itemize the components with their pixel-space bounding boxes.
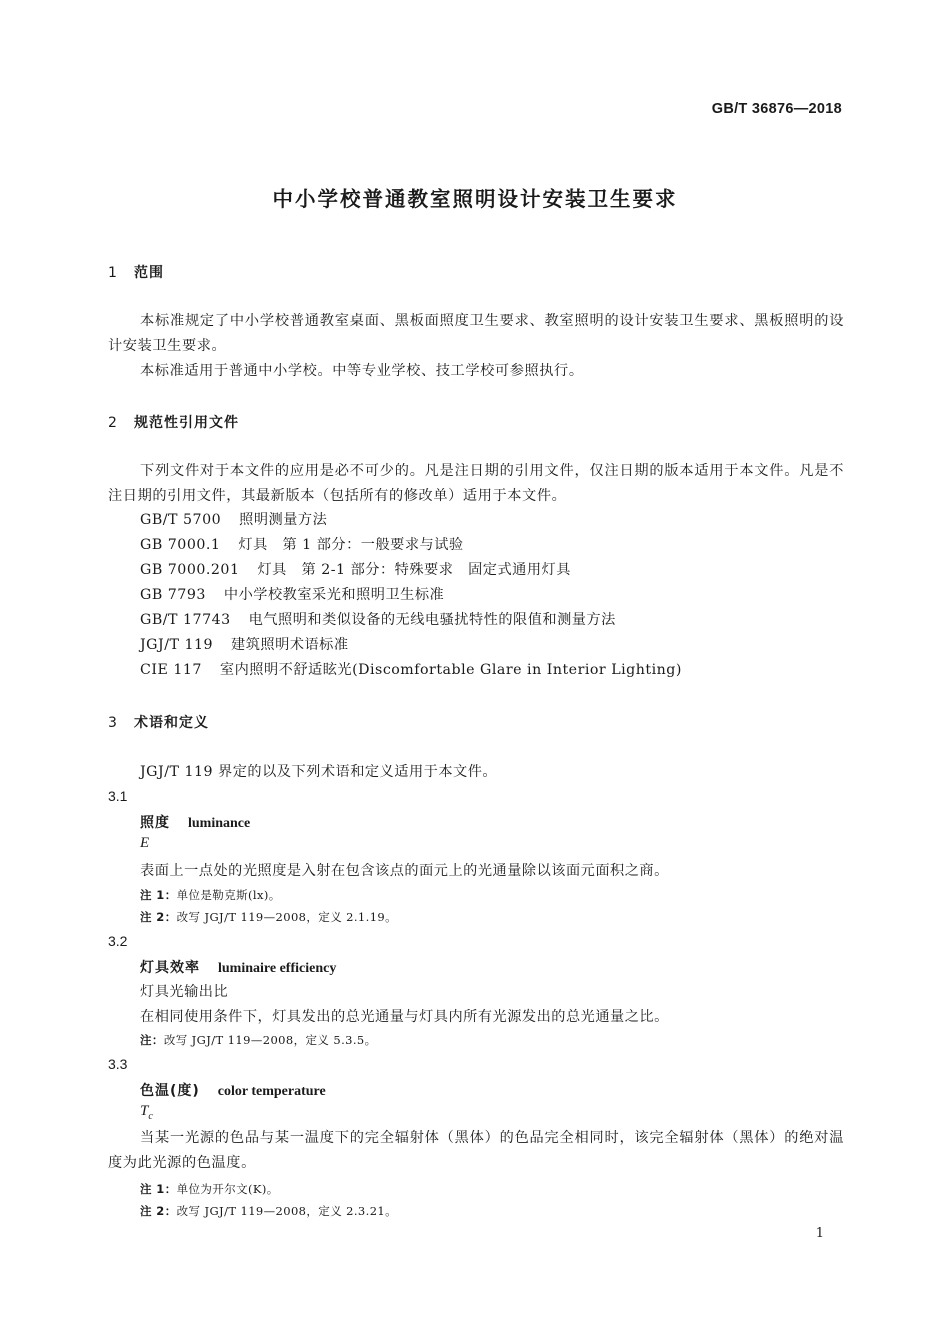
reference-item xyxy=(140,609,616,629)
note-label: 注： xyxy=(140,1033,164,1047)
reference-code: JGJ/T 119 xyxy=(140,637,214,653)
section-title: 规范性引用文件 xyxy=(134,415,239,431)
term-english: color temperature xyxy=(217,1084,326,1099)
symbol-main: T xyxy=(140,1103,149,1119)
section-1-heading xyxy=(108,262,164,282)
reference-item xyxy=(140,634,349,654)
scope-paragraph-1: 本标准规定了中小学校普通教室桌面、黑板面照度卫生要求、教室照明的设计安装卫生要求、黑板照明的设计安装卫生要求。 xyxy=(108,313,844,354)
term-number: 3.1 xyxy=(108,788,128,804)
note-label: 注 1： xyxy=(140,1182,177,1196)
note-label: 注 2： xyxy=(140,910,177,924)
term-chinese: 灯具效率 xyxy=(140,960,200,976)
reference-item xyxy=(140,559,571,579)
reference-code: GB/T 17743 xyxy=(140,612,231,628)
term-chinese: 色温(度) xyxy=(140,1083,200,1099)
term-chinese: 照度 xyxy=(140,815,170,831)
term-note xyxy=(140,1032,377,1048)
reference-title: 照明测量方法 xyxy=(239,512,328,528)
note-text: 改写 JGJ/T 119—2008，定义 5.3.5。 xyxy=(163,1033,377,1047)
term-symbol xyxy=(140,1103,153,1122)
note-text: 单位为开尔文(K)。 xyxy=(176,1182,279,1196)
page-number: 1 xyxy=(815,1226,824,1241)
note-label: 注 2： xyxy=(140,1204,177,1218)
term-definition: 当某一光源的色品与某一温度下的完全辐射体（黑体）的色品完全相同时，该完全辐射体（黑体）的绝对温度为此光源的色温度。 xyxy=(108,1130,844,1171)
document-title: 中小学校普通教室照明设计安装卫生要求 xyxy=(272,187,678,211)
term-definition: 表面上一点处的光照度是入射在包含该点的面元上的光通量除以该面元面积之商。 xyxy=(140,863,669,879)
note-label: 注 1： xyxy=(140,888,177,902)
section-number: 2 xyxy=(108,415,118,431)
reference-title: 电气照明和类似设备的无线电骚扰特性的限值和测量方法 xyxy=(248,612,616,628)
term-heading xyxy=(140,957,336,977)
section-number: 1 xyxy=(108,265,118,281)
term-heading xyxy=(140,812,250,832)
term-english: luminaire efficiency xyxy=(218,961,337,976)
reference-title: 灯具 第 2-1 部分：特殊要求 固定式通用灯具 xyxy=(257,562,571,578)
reference-item xyxy=(140,534,464,554)
reference-item xyxy=(140,584,444,604)
term-heading xyxy=(140,1080,326,1100)
term-synonym: 灯具光输出比 xyxy=(140,984,229,1000)
reference-code: CIE 117 xyxy=(140,662,202,678)
term-english: luminance xyxy=(188,816,251,831)
note-text: 改写 JGJ/T 119—2008，定义 2.3.21。 xyxy=(176,1204,398,1218)
normative-intro: 下列文件对于本文件的应用是必不可少的。凡是注日期的引用文件，仅注日期的版本适用于本文件。凡是不注日期的引用文件，其最新版本（包括所有的修改单）适用于本文件。 xyxy=(108,463,844,504)
term-note xyxy=(140,887,281,903)
section-2-heading xyxy=(108,412,239,432)
section-3-heading xyxy=(108,712,209,732)
note-text: 改写 JGJ/T 119—2008，定义 2.1.19。 xyxy=(176,910,398,924)
term-definition: 在相同使用条件下，灯具发出的总光通量与灯具内所有光源发出的总光通量之比。 xyxy=(140,1009,669,1025)
term-number: 3.3 xyxy=(108,1056,128,1072)
terms-intro: JGJ/T 119 界定的以及下列术语和定义适用于本文件。 xyxy=(140,764,498,780)
term-note xyxy=(140,909,397,925)
reference-code: GB 7000.1 xyxy=(140,537,221,553)
symbol-subscript: c xyxy=(148,1111,153,1122)
reference-title: 灯具 第 1 部分：一般要求与试验 xyxy=(238,537,464,553)
section-number: 3 xyxy=(108,715,118,731)
reference-title: 建筑照明术语标准 xyxy=(231,637,349,653)
standard-number: GB/T 36876—2018 xyxy=(711,101,842,117)
term-note xyxy=(140,1203,397,1219)
reference-item xyxy=(140,659,682,679)
reference-code: GB 7793 xyxy=(140,587,206,603)
reference-item xyxy=(140,509,327,529)
reference-title: 室内照明不舒适眩光(Discomfortable Glare in Interior Lighting) xyxy=(219,662,682,678)
reference-code: GB/T 5700 xyxy=(140,512,222,528)
note-text: 单位是勒克斯(lx)。 xyxy=(176,888,281,902)
term-symbol: E xyxy=(140,835,150,851)
term-note xyxy=(140,1181,279,1197)
section-title: 术语和定义 xyxy=(134,715,209,731)
section-title: 范围 xyxy=(134,265,164,281)
reference-title: 中小学校教室采光和照明卫生标准 xyxy=(223,587,445,603)
reference-code: GB 7000.201 xyxy=(140,562,240,578)
scope-paragraph-2: 本标准适用于普通中小学校。中等专业学校、技工学校可参照执行。 xyxy=(140,363,584,379)
term-number: 3.2 xyxy=(108,933,128,949)
